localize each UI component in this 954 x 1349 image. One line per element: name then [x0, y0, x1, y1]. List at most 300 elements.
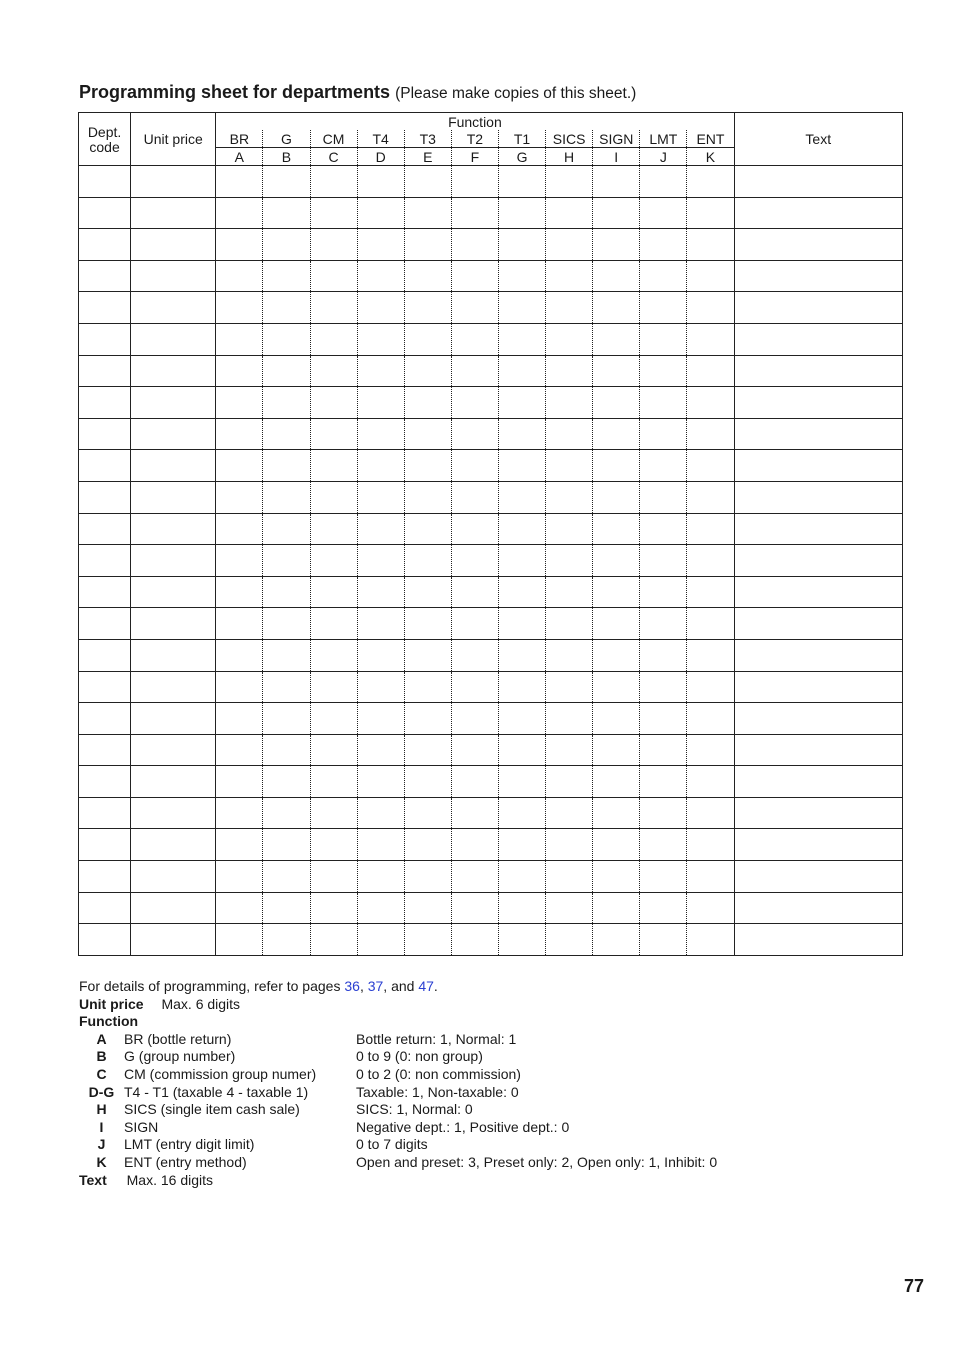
unit-price-cell[interactable]: [131, 829, 216, 861]
function-cell-lmt[interactable]: [640, 418, 687, 450]
unit-price-cell[interactable]: [131, 861, 216, 893]
function-cell-t4[interactable]: [357, 292, 404, 324]
function-cell-t3[interactable]: [404, 797, 451, 829]
function-cell-t1[interactable]: [498, 166, 545, 198]
function-cell-t1[interactable]: [498, 639, 545, 671]
dept-code-cell[interactable]: [79, 545, 131, 577]
function-cell-t3[interactable]: [404, 703, 451, 735]
function-cell-t4[interactable]: [357, 576, 404, 608]
function-cell-cm[interactable]: [310, 513, 357, 545]
text-cell[interactable]: [734, 229, 902, 261]
function-cell-lmt[interactable]: [640, 513, 687, 545]
function-cell-sics[interactable]: [546, 924, 593, 956]
text-cell[interactable]: [734, 861, 902, 893]
function-cell-ent[interactable]: [687, 703, 734, 735]
function-cell-t2[interactable]: [451, 639, 498, 671]
function-cell-t3[interactable]: [404, 766, 451, 798]
function-cell-br[interactable]: [216, 513, 263, 545]
dept-code-cell[interactable]: [79, 387, 131, 419]
function-cell-sign[interactable]: [593, 166, 640, 198]
function-cell-sics[interactable]: [546, 323, 593, 355]
function-cell-g[interactable]: [263, 797, 310, 829]
function-cell-sics[interactable]: [546, 387, 593, 419]
function-cell-sics[interactable]: [546, 197, 593, 229]
function-cell-t2[interactable]: [451, 481, 498, 513]
function-cell-br[interactable]: [216, 734, 263, 766]
function-cell-t1[interactable]: [498, 229, 545, 261]
function-cell-lmt[interactable]: [640, 197, 687, 229]
function-cell-t1[interactable]: [498, 861, 545, 893]
function-cell-sign[interactable]: [593, 292, 640, 324]
function-cell-lmt[interactable]: [640, 797, 687, 829]
function-cell-cm[interactable]: [310, 292, 357, 324]
function-cell-cm[interactable]: [310, 545, 357, 577]
text-cell[interactable]: [734, 513, 902, 545]
function-cell-t4[interactable]: [357, 323, 404, 355]
text-cell[interactable]: [734, 924, 902, 956]
function-cell-sign[interactable]: [593, 450, 640, 482]
function-cell-ent[interactable]: [687, 766, 734, 798]
function-cell-t2[interactable]: [451, 703, 498, 735]
function-cell-sics[interactable]: [546, 639, 593, 671]
function-cell-lmt[interactable]: [640, 355, 687, 387]
function-cell-sics[interactable]: [546, 166, 593, 198]
text-cell[interactable]: [734, 734, 902, 766]
dept-code-cell[interactable]: [79, 639, 131, 671]
function-cell-sign[interactable]: [593, 766, 640, 798]
text-cell[interactable]: [734, 608, 902, 640]
function-cell-t3[interactable]: [404, 355, 451, 387]
function-cell-br[interactable]: [216, 450, 263, 482]
function-cell-g[interactable]: [263, 734, 310, 766]
unit-price-cell[interactable]: [131, 703, 216, 735]
function-cell-t2[interactable]: [451, 450, 498, 482]
function-cell-t1[interactable]: [498, 545, 545, 577]
function-cell-g[interactable]: [263, 576, 310, 608]
function-cell-cm[interactable]: [310, 323, 357, 355]
function-cell-ent[interactable]: [687, 260, 734, 292]
function-cell-t2[interactable]: [451, 418, 498, 450]
function-cell-ent[interactable]: [687, 671, 734, 703]
function-cell-cm[interactable]: [310, 418, 357, 450]
function-cell-t4[interactable]: [357, 766, 404, 798]
function-cell-br[interactable]: [216, 861, 263, 893]
function-cell-t4[interactable]: [357, 608, 404, 640]
dept-code-cell[interactable]: [79, 481, 131, 513]
function-cell-t3[interactable]: [404, 481, 451, 513]
function-cell-lmt[interactable]: [640, 481, 687, 513]
function-cell-ent[interactable]: [687, 861, 734, 893]
function-cell-sics[interactable]: [546, 545, 593, 577]
function-cell-sics[interactable]: [546, 734, 593, 766]
function-cell-t1[interactable]: [498, 829, 545, 861]
function-cell-sign[interactable]: [593, 387, 640, 419]
text-cell[interactable]: [734, 292, 902, 324]
unit-price-cell[interactable]: [131, 229, 216, 261]
unit-price-cell[interactable]: [131, 545, 216, 577]
function-cell-br[interactable]: [216, 829, 263, 861]
function-cell-sign[interactable]: [593, 260, 640, 292]
dept-code-cell[interactable]: [79, 797, 131, 829]
function-cell-t3[interactable]: [404, 292, 451, 324]
function-cell-t1[interactable]: [498, 924, 545, 956]
function-cell-lmt[interactable]: [640, 608, 687, 640]
function-cell-g[interactable]: [263, 166, 310, 198]
function-cell-cm[interactable]: [310, 387, 357, 419]
unit-price-cell[interactable]: [131, 734, 216, 766]
text-cell[interactable]: [734, 671, 902, 703]
function-cell-ent[interactable]: [687, 355, 734, 387]
function-cell-t3[interactable]: [404, 545, 451, 577]
dept-code-cell[interactable]: [79, 861, 131, 893]
function-cell-sign[interactable]: [593, 892, 640, 924]
function-cell-t3[interactable]: [404, 323, 451, 355]
function-cell-lmt[interactable]: [640, 387, 687, 419]
function-cell-t3[interactable]: [404, 229, 451, 261]
function-cell-t3[interactable]: [404, 418, 451, 450]
function-cell-ent[interactable]: [687, 166, 734, 198]
function-cell-cm[interactable]: [310, 197, 357, 229]
function-cell-cm[interactable]: [310, 639, 357, 671]
text-cell[interactable]: [734, 323, 902, 355]
dept-code-cell[interactable]: [79, 292, 131, 324]
function-cell-t2[interactable]: [451, 797, 498, 829]
function-cell-lmt[interactable]: [640, 260, 687, 292]
function-cell-t3[interactable]: [404, 608, 451, 640]
function-cell-br[interactable]: [216, 924, 263, 956]
function-cell-sign[interactable]: [593, 545, 640, 577]
function-cell-t3[interactable]: [404, 387, 451, 419]
function-cell-t4[interactable]: [357, 797, 404, 829]
text-cell[interactable]: [734, 197, 902, 229]
function-cell-t4[interactable]: [357, 671, 404, 703]
function-cell-br[interactable]: [216, 166, 263, 198]
dept-code-cell[interactable]: [79, 513, 131, 545]
dept-code-cell[interactable]: [79, 576, 131, 608]
function-cell-sics[interactable]: [546, 229, 593, 261]
function-cell-t4[interactable]: [357, 861, 404, 893]
function-cell-lmt[interactable]: [640, 229, 687, 261]
dept-code-cell[interactable]: [79, 418, 131, 450]
function-cell-ent[interactable]: [687, 292, 734, 324]
text-cell[interactable]: [734, 166, 902, 198]
function-cell-cm[interactable]: [310, 829, 357, 861]
function-cell-t2[interactable]: [451, 292, 498, 324]
function-cell-g[interactable]: [263, 608, 310, 640]
function-cell-g[interactable]: [263, 513, 310, 545]
unit-price-cell[interactable]: [131, 608, 216, 640]
function-cell-sics[interactable]: [546, 797, 593, 829]
dept-code-cell[interactable]: [79, 260, 131, 292]
function-cell-t2[interactable]: [451, 734, 498, 766]
function-cell-g[interactable]: [263, 481, 310, 513]
unit-price-cell[interactable]: [131, 576, 216, 608]
text-cell[interactable]: [734, 829, 902, 861]
function-cell-g[interactable]: [263, 229, 310, 261]
function-cell-t3[interactable]: [404, 892, 451, 924]
function-cell-ent[interactable]: [687, 829, 734, 861]
function-cell-g[interactable]: [263, 292, 310, 324]
function-cell-lmt[interactable]: [640, 450, 687, 482]
function-cell-t4[interactable]: [357, 418, 404, 450]
function-cell-cm[interactable]: [310, 260, 357, 292]
function-cell-t1[interactable]: [498, 576, 545, 608]
function-cell-g[interactable]: [263, 861, 310, 893]
function-cell-t4[interactable]: [357, 829, 404, 861]
function-cell-sign[interactable]: [593, 229, 640, 261]
function-cell-lmt[interactable]: [640, 734, 687, 766]
text-cell[interactable]: [734, 892, 902, 924]
page-link-36[interactable]: 36: [344, 978, 360, 994]
function-cell-ent[interactable]: [687, 418, 734, 450]
function-cell-br[interactable]: [216, 892, 263, 924]
function-cell-sign[interactable]: [593, 734, 640, 766]
function-cell-t2[interactable]: [451, 924, 498, 956]
function-cell-t4[interactable]: [357, 481, 404, 513]
dept-code-cell[interactable]: [79, 608, 131, 640]
function-cell-ent[interactable]: [687, 797, 734, 829]
function-cell-g[interactable]: [263, 197, 310, 229]
function-cell-ent[interactable]: [687, 481, 734, 513]
dept-code-cell[interactable]: [79, 924, 131, 956]
function-cell-t2[interactable]: [451, 545, 498, 577]
function-cell-ent[interactable]: [687, 608, 734, 640]
function-cell-g[interactable]: [263, 639, 310, 671]
function-cell-t2[interactable]: [451, 892, 498, 924]
function-cell-t3[interactable]: [404, 513, 451, 545]
function-cell-ent[interactable]: [687, 734, 734, 766]
function-cell-t1[interactable]: [498, 197, 545, 229]
function-cell-cm[interactable]: [310, 481, 357, 513]
function-cell-ent[interactable]: [687, 323, 734, 355]
text-cell[interactable]: [734, 639, 902, 671]
dept-code-cell[interactable]: [79, 229, 131, 261]
function-cell-g[interactable]: [263, 829, 310, 861]
function-cell-t2[interactable]: [451, 766, 498, 798]
function-cell-ent[interactable]: [687, 197, 734, 229]
function-cell-t1[interactable]: [498, 292, 545, 324]
function-cell-t1[interactable]: [498, 734, 545, 766]
unit-price-cell[interactable]: [131, 892, 216, 924]
function-cell-t4[interactable]: [357, 166, 404, 198]
function-cell-br[interactable]: [216, 545, 263, 577]
function-cell-br[interactable]: [216, 323, 263, 355]
function-cell-t4[interactable]: [357, 545, 404, 577]
function-cell-sics[interactable]: [546, 576, 593, 608]
function-cell-t4[interactable]: [357, 450, 404, 482]
function-cell-lmt[interactable]: [640, 671, 687, 703]
function-cell-t2[interactable]: [451, 861, 498, 893]
function-cell-br[interactable]: [216, 797, 263, 829]
function-cell-t2[interactable]: [451, 260, 498, 292]
function-cell-t1[interactable]: [498, 260, 545, 292]
function-cell-lmt[interactable]: [640, 924, 687, 956]
function-cell-t4[interactable]: [357, 703, 404, 735]
function-cell-t3[interactable]: [404, 924, 451, 956]
unit-price-cell[interactable]: [131, 166, 216, 198]
function-cell-lmt[interactable]: [640, 861, 687, 893]
function-cell-g[interactable]: [263, 671, 310, 703]
text-cell[interactable]: [734, 418, 902, 450]
function-cell-sics[interactable]: [546, 481, 593, 513]
function-cell-t1[interactable]: [498, 418, 545, 450]
unit-price-cell[interactable]: [131, 418, 216, 450]
function-cell-g[interactable]: [263, 703, 310, 735]
function-cell-t3[interactable]: [404, 671, 451, 703]
function-cell-t1[interactable]: [498, 481, 545, 513]
dept-code-cell[interactable]: [79, 355, 131, 387]
function-cell-t3[interactable]: [404, 450, 451, 482]
function-cell-ent[interactable]: [687, 450, 734, 482]
page-link-47[interactable]: 47: [418, 978, 434, 994]
function-cell-lmt[interactable]: [640, 166, 687, 198]
function-cell-sics[interactable]: [546, 892, 593, 924]
function-cell-g[interactable]: [263, 924, 310, 956]
function-cell-t4[interactable]: [357, 387, 404, 419]
function-cell-sics[interactable]: [546, 513, 593, 545]
function-cell-cm[interactable]: [310, 166, 357, 198]
function-cell-t2[interactable]: [451, 197, 498, 229]
function-cell-t4[interactable]: [357, 260, 404, 292]
function-cell-sign[interactable]: [593, 323, 640, 355]
function-cell-t2[interactable]: [451, 387, 498, 419]
function-cell-t1[interactable]: [498, 703, 545, 735]
function-cell-cm[interactable]: [310, 766, 357, 798]
function-cell-t2[interactable]: [451, 576, 498, 608]
function-cell-t4[interactable]: [357, 924, 404, 956]
function-cell-lmt[interactable]: [640, 829, 687, 861]
function-cell-lmt[interactable]: [640, 766, 687, 798]
function-cell-ent[interactable]: [687, 229, 734, 261]
function-cell-t2[interactable]: [451, 671, 498, 703]
function-cell-g[interactable]: [263, 892, 310, 924]
function-cell-br[interactable]: [216, 229, 263, 261]
function-cell-sics[interactable]: [546, 671, 593, 703]
function-cell-cm[interactable]: [310, 797, 357, 829]
dept-code-cell[interactable]: [79, 671, 131, 703]
function-cell-cm[interactable]: [310, 608, 357, 640]
function-cell-t2[interactable]: [451, 355, 498, 387]
function-cell-sics[interactable]: [546, 829, 593, 861]
function-cell-ent[interactable]: [687, 387, 734, 419]
function-cell-br[interactable]: [216, 387, 263, 419]
function-cell-sign[interactable]: [593, 355, 640, 387]
function-cell-br[interactable]: [216, 197, 263, 229]
function-cell-t2[interactable]: [451, 829, 498, 861]
function-cell-sign[interactable]: [593, 576, 640, 608]
unit-price-cell[interactable]: [131, 355, 216, 387]
function-cell-t3[interactable]: [404, 260, 451, 292]
function-cell-g[interactable]: [263, 418, 310, 450]
function-cell-t1[interactable]: [498, 513, 545, 545]
unit-price-cell[interactable]: [131, 671, 216, 703]
function-cell-t2[interactable]: [451, 513, 498, 545]
function-cell-cm[interactable]: [310, 355, 357, 387]
function-cell-sign[interactable]: [593, 671, 640, 703]
function-cell-br[interactable]: [216, 355, 263, 387]
text-cell[interactable]: [734, 387, 902, 419]
function-cell-cm[interactable]: [310, 671, 357, 703]
text-cell[interactable]: [734, 260, 902, 292]
function-cell-br[interactable]: [216, 292, 263, 324]
dept-code-cell[interactable]: [79, 829, 131, 861]
text-cell[interactable]: [734, 766, 902, 798]
function-cell-lmt[interactable]: [640, 292, 687, 324]
function-cell-t1[interactable]: [498, 450, 545, 482]
function-cell-t1[interactable]: [498, 387, 545, 419]
unit-price-cell[interactable]: [131, 260, 216, 292]
function-cell-sign[interactable]: [593, 829, 640, 861]
text-cell[interactable]: [734, 450, 902, 482]
function-cell-t3[interactable]: [404, 576, 451, 608]
function-cell-t1[interactable]: [498, 766, 545, 798]
function-cell-t2[interactable]: [451, 608, 498, 640]
function-cell-lmt[interactable]: [640, 576, 687, 608]
function-cell-t1[interactable]: [498, 892, 545, 924]
function-cell-t3[interactable]: [404, 639, 451, 671]
dept-code-cell[interactable]: [79, 734, 131, 766]
function-cell-cm[interactable]: [310, 892, 357, 924]
function-cell-g[interactable]: [263, 450, 310, 482]
function-cell-t1[interactable]: [498, 608, 545, 640]
function-cell-t4[interactable]: [357, 892, 404, 924]
function-cell-cm[interactable]: [310, 229, 357, 261]
function-cell-sics[interactable]: [546, 861, 593, 893]
function-cell-lmt[interactable]: [640, 892, 687, 924]
function-cell-ent[interactable]: [687, 576, 734, 608]
function-cell-g[interactable]: [263, 545, 310, 577]
function-cell-cm[interactable]: [310, 703, 357, 735]
function-cell-cm[interactable]: [310, 924, 357, 956]
function-cell-t1[interactable]: [498, 797, 545, 829]
function-cell-g[interactable]: [263, 260, 310, 292]
function-cell-sign[interactable]: [593, 608, 640, 640]
unit-price-cell[interactable]: [131, 513, 216, 545]
function-cell-t3[interactable]: [404, 734, 451, 766]
unit-price-cell[interactable]: [131, 197, 216, 229]
function-cell-sics[interactable]: [546, 355, 593, 387]
function-cell-sign[interactable]: [593, 418, 640, 450]
function-cell-br[interactable]: [216, 608, 263, 640]
function-cell-br[interactable]: [216, 639, 263, 671]
function-cell-sign[interactable]: [593, 481, 640, 513]
function-cell-sign[interactable]: [593, 513, 640, 545]
function-cell-t4[interactable]: [357, 197, 404, 229]
unit-price-cell[interactable]: [131, 639, 216, 671]
function-cell-br[interactable]: [216, 260, 263, 292]
function-cell-ent[interactable]: [687, 545, 734, 577]
function-cell-br[interactable]: [216, 418, 263, 450]
function-cell-t1[interactable]: [498, 355, 545, 387]
function-cell-ent[interactable]: [687, 924, 734, 956]
function-cell-t3[interactable]: [404, 197, 451, 229]
function-cell-cm[interactable]: [310, 576, 357, 608]
function-cell-g[interactable]: [263, 323, 310, 355]
function-cell-sign[interactable]: [593, 924, 640, 956]
function-cell-lmt[interactable]: [640, 545, 687, 577]
function-cell-t3[interactable]: [404, 829, 451, 861]
dept-code-cell[interactable]: [79, 450, 131, 482]
function-cell-ent[interactable]: [687, 639, 734, 671]
function-cell-t4[interactable]: [357, 229, 404, 261]
function-cell-t1[interactable]: [498, 671, 545, 703]
function-cell-g[interactable]: [263, 766, 310, 798]
unit-price-cell[interactable]: [131, 387, 216, 419]
function-cell-ent[interactable]: [687, 513, 734, 545]
function-cell-g[interactable]: [263, 355, 310, 387]
function-cell-sign[interactable]: [593, 197, 640, 229]
function-cell-sics[interactable]: [546, 703, 593, 735]
